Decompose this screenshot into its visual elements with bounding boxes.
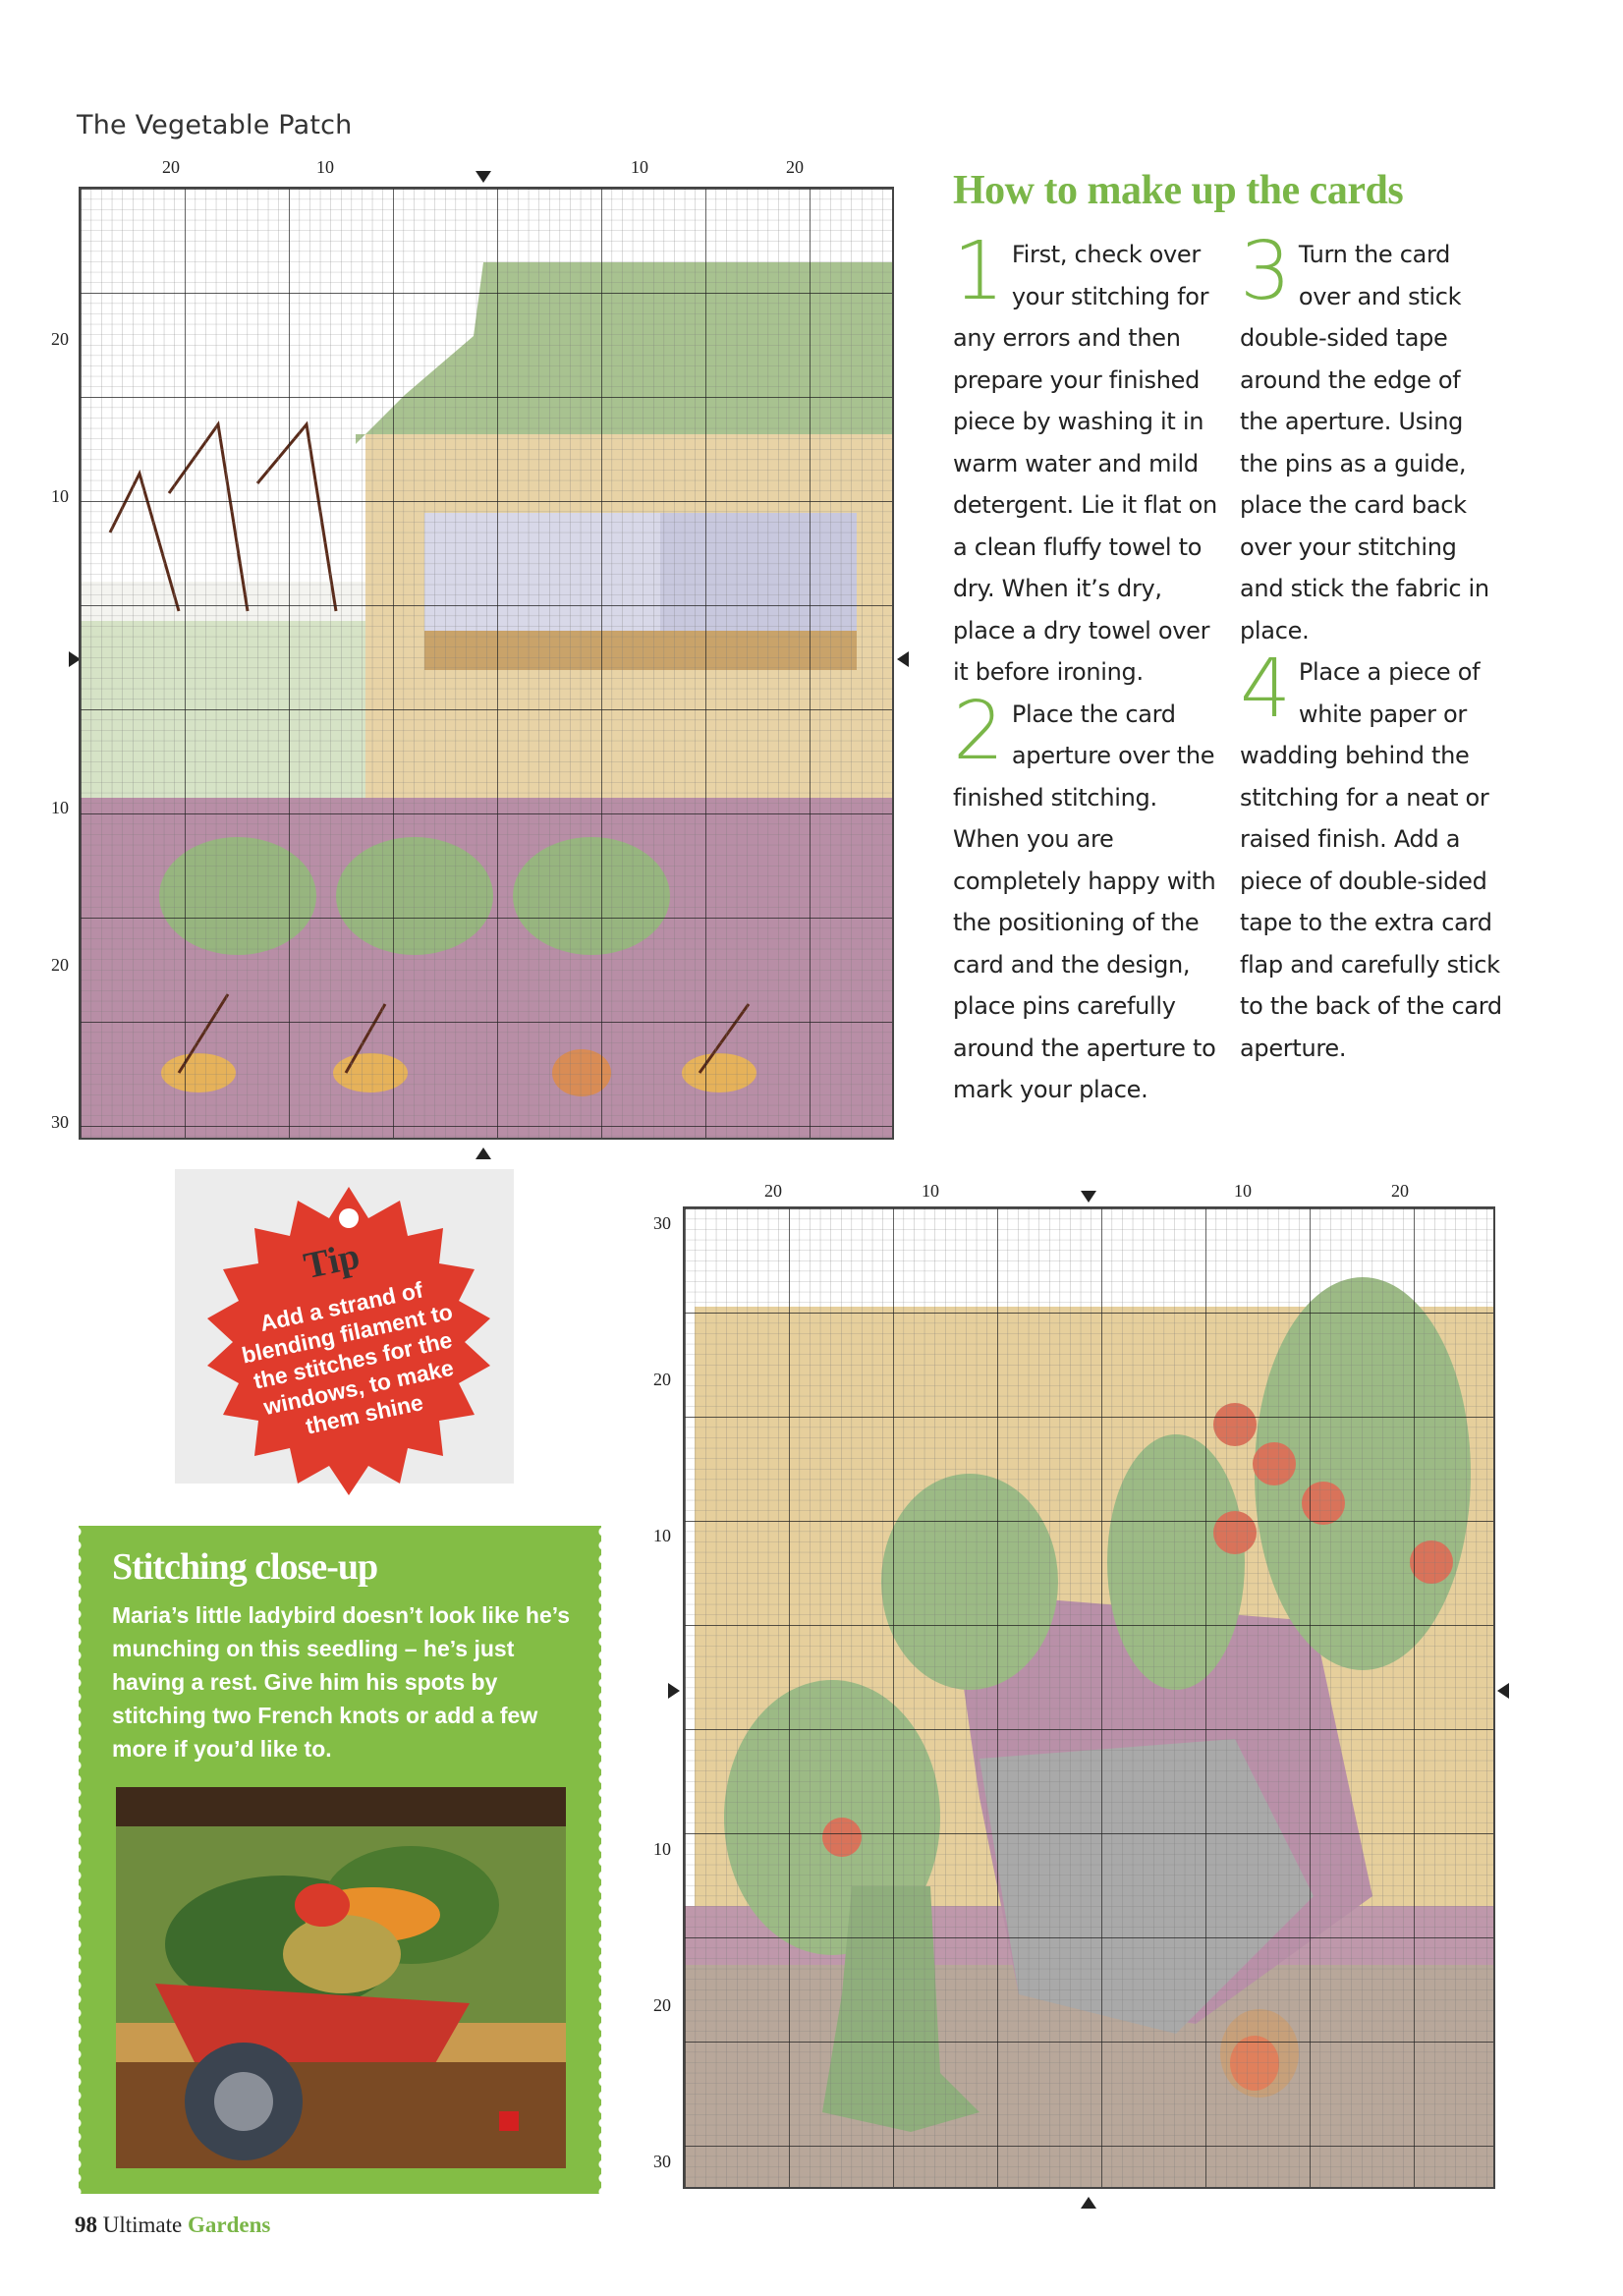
footer-brand-first: Ultimate xyxy=(102,2212,183,2237)
chart2-left-number: 20 xyxy=(653,1370,671,1389)
step-number-3: 3 xyxy=(1240,225,1291,318)
stitching-closeup-panel xyxy=(79,1526,601,2194)
chart2-left-number: 10 xyxy=(653,1839,671,1859)
chart1-left-number: 30 xyxy=(51,1112,69,1132)
chart2-left-number: 30 xyxy=(653,2152,671,2171)
chart2-top-number: 20 xyxy=(764,1181,782,1201)
page-footer xyxy=(75,2212,270,2238)
section-title: The Vegetable Patch xyxy=(77,110,353,140)
chart1-top-number: 20 xyxy=(162,157,180,177)
scallop-right xyxy=(593,1526,603,2194)
cross-stitch-chart-garden-pot xyxy=(683,1206,1495,2189)
chart2-top-number: 10 xyxy=(1234,1181,1252,1201)
tip-badge xyxy=(182,1179,516,1503)
cross-stitch-chart-vegetable-patch xyxy=(79,187,894,1140)
scallop-left xyxy=(77,1526,86,2194)
chart1-left-number: 20 xyxy=(51,329,69,349)
howto-step-1 xyxy=(953,225,1218,694)
chart1-top-number: 20 xyxy=(786,157,804,177)
step-number-4: 4 xyxy=(1240,643,1291,736)
chart1-left-number: 10 xyxy=(51,486,69,506)
howto-step-3 xyxy=(1240,225,1505,651)
step-text-2: Place the card aperture over the finished stitching. When you are completely happy with the positioning of the card and the design, place pins carefully around the aperture to mark your place. xyxy=(953,700,1216,1103)
chart1-left-number: 10 xyxy=(51,798,69,817)
step-number-1: 1 xyxy=(953,225,1004,318)
closeup-title: Stitching close-up xyxy=(112,1546,378,1588)
tip-heading: Tip xyxy=(300,1235,364,1288)
step-text-3: Turn the card over and stick double-sided tape around the edge of the aperture. Using the pins as a guide, place the card back over your stitching and stick the fabric in place. xyxy=(1240,241,1489,644)
footer-brand-second: Gardens xyxy=(187,2212,271,2237)
chart1-top-number: 10 xyxy=(316,157,334,177)
chart2-top-number: 10 xyxy=(922,1181,939,1201)
closeup-photo xyxy=(116,1787,566,2168)
chart2-center-arrow-top xyxy=(1081,1191,1096,1203)
chart2-left-number: 20 xyxy=(653,1995,671,2015)
step-text-4: Place a piece of white paper or wadding behind the stitching for a neat or raised finish. Add a piece of double-sided tape to the extra card flap and carefully stick to the back of the card aperture. xyxy=(1240,658,1502,1062)
chart2-top-number: 20 xyxy=(1391,1181,1409,1201)
chart2-center-arrow-left xyxy=(668,1683,680,1699)
chart2-center-arrow-bottom xyxy=(1081,2197,1096,2209)
howto-title: How to make up the cards xyxy=(953,168,1404,213)
step-text-1: First, check over your stitching for any errors and then prepare your finished piece by washing it in warm water and mild detergent. Lie it flat on a clean fluffy towel to dry. When it’s dry, place a dry towel over it before ironing. xyxy=(953,241,1217,686)
chart1-top-number: 10 xyxy=(631,157,648,177)
chart1-center-arrow-right xyxy=(897,651,909,667)
chart2-left-number: 30 xyxy=(653,1213,671,1233)
tip-body: Add a strand of blending filament to the stitches for the windows, to make them shine xyxy=(239,1276,456,1439)
closeup-body: Maria’s little ladybird doesn’t look like he’s munching on this seedling – he’s just having a rest. Give him his spots by stitching two French knots or add a few more if you’d like to. xyxy=(112,1602,571,1762)
chart1-left-number: 20 xyxy=(51,955,69,975)
howto-column-left xyxy=(953,225,1218,1111)
chart1-center-arrow-top xyxy=(476,171,491,183)
chart2-left-number: 10 xyxy=(653,1526,671,1545)
page-number: 98 xyxy=(75,2212,97,2237)
step-number-2: 2 xyxy=(953,684,1004,778)
howto-step-2 xyxy=(953,684,1218,1111)
chart2-center-arrow-right xyxy=(1497,1683,1509,1699)
howto-column-right xyxy=(1240,225,1505,1069)
howto-step-4 xyxy=(1240,643,1505,1069)
tip-text-group xyxy=(151,1148,545,1534)
